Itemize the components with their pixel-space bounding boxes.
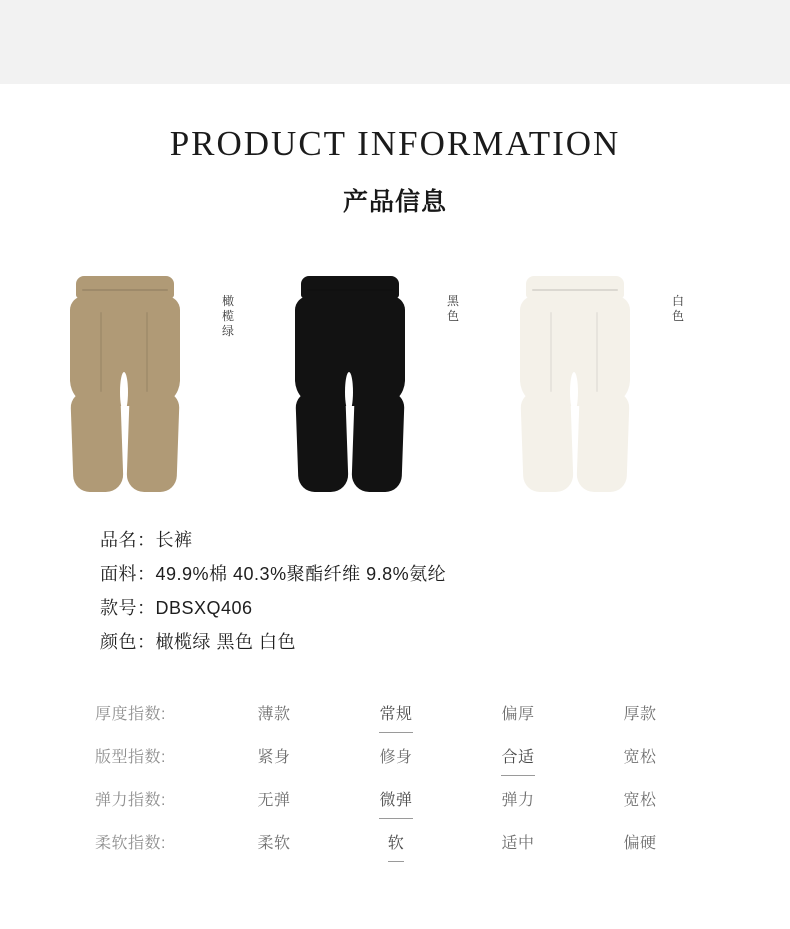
pants-left-leg (520, 392, 573, 492)
top-gray-band (0, 0, 790, 84)
pants-waistband (76, 276, 174, 298)
info-key: 颜色： (100, 632, 156, 652)
info-row-colors (100, 625, 720, 659)
info-value: 橄榄绿 黑色 白色 (155, 632, 297, 652)
pants-fold-line (596, 312, 598, 392)
pants-shape (285, 252, 415, 492)
color-label-olive: 橄榄绿 (221, 294, 234, 338)
index-option[interactable]: 偏厚 (501, 706, 535, 723)
pants-shape (60, 252, 190, 492)
page-title-english: PRODUCT INFORMATION (169, 124, 621, 163)
index-option-selected[interactable]: 软 (357, 829, 435, 862)
pants-crotch-gap (570, 372, 578, 412)
color-swatch-white[interactable] (510, 252, 710, 502)
pants-shape (510, 252, 640, 492)
index-row-elasticity (95, 786, 695, 829)
pants-fold-line (550, 312, 552, 392)
pants-image-white (510, 252, 660, 502)
pants-right-leg (576, 392, 629, 492)
index-option[interactable]: 修身 (379, 749, 413, 766)
page-title-chinese: 产品信息 (342, 188, 447, 216)
index-label: 厚度指数: (95, 706, 166, 723)
index-row-fit (95, 743, 695, 786)
index-table (95, 700, 695, 872)
index-option[interactable]: 适中 (501, 835, 535, 852)
pants-crotch-gap (120, 372, 128, 412)
index-option[interactable]: 弹力 (501, 792, 535, 809)
index-row-softness (95, 829, 695, 872)
index-option[interactable]: 厚款 (623, 706, 657, 723)
index-option[interactable]: 薄款 (257, 706, 291, 723)
info-key: 面料： (100, 564, 156, 584)
info-value: DBSXQ406 (155, 598, 253, 618)
index-option[interactable]: 宽松 (623, 792, 657, 809)
pants-left-leg (70, 392, 123, 492)
index-option-selected[interactable]: 微弹 (357, 786, 435, 819)
color-label-white: 白色 (671, 294, 684, 323)
index-option[interactable]: 紧身 (257, 749, 291, 766)
pants-crotch-gap (345, 372, 353, 412)
info-row-style-number (100, 591, 720, 625)
index-option-selected[interactable]: 合适 (479, 743, 557, 776)
index-option-selected[interactable]: 常规 (357, 700, 435, 733)
pants-right-leg (351, 392, 404, 492)
index-option[interactable]: 柔软 (257, 835, 291, 852)
color-label-black: 黑色 (446, 294, 459, 323)
info-row-fabric (100, 557, 720, 591)
info-value: 49.9%棉 40.3%聚酯纤维 9.8%氨纶 (155, 564, 447, 584)
info-key: 款号： (100, 598, 156, 618)
index-option[interactable]: 偏硬 (623, 835, 657, 852)
color-swatch-row (60, 252, 740, 502)
info-key: 品名： (100, 530, 156, 550)
pants-fold-line (100, 312, 102, 392)
pants-waistband (526, 276, 624, 298)
pants-left-leg (295, 392, 348, 492)
color-swatch-olive[interactable] (60, 252, 260, 502)
index-label: 弹力指数: (95, 792, 166, 809)
pants-fold-line (146, 312, 148, 392)
index-option[interactable]: 无弹 (257, 792, 291, 809)
index-label: 版型指数: (95, 749, 166, 766)
info-row-product-name (100, 523, 720, 557)
index-row-thickness (95, 700, 695, 743)
info-value: 长裤 (155, 530, 193, 550)
color-swatch-black[interactable] (285, 252, 485, 502)
pants-image-black (285, 252, 435, 502)
index-option[interactable]: 宽松 (623, 749, 657, 766)
index-label: 柔软指数: (95, 835, 166, 852)
pants-waistband (301, 276, 399, 298)
product-info-list (100, 523, 720, 659)
pants-image-olive (60, 252, 210, 502)
pants-right-leg (126, 392, 179, 492)
